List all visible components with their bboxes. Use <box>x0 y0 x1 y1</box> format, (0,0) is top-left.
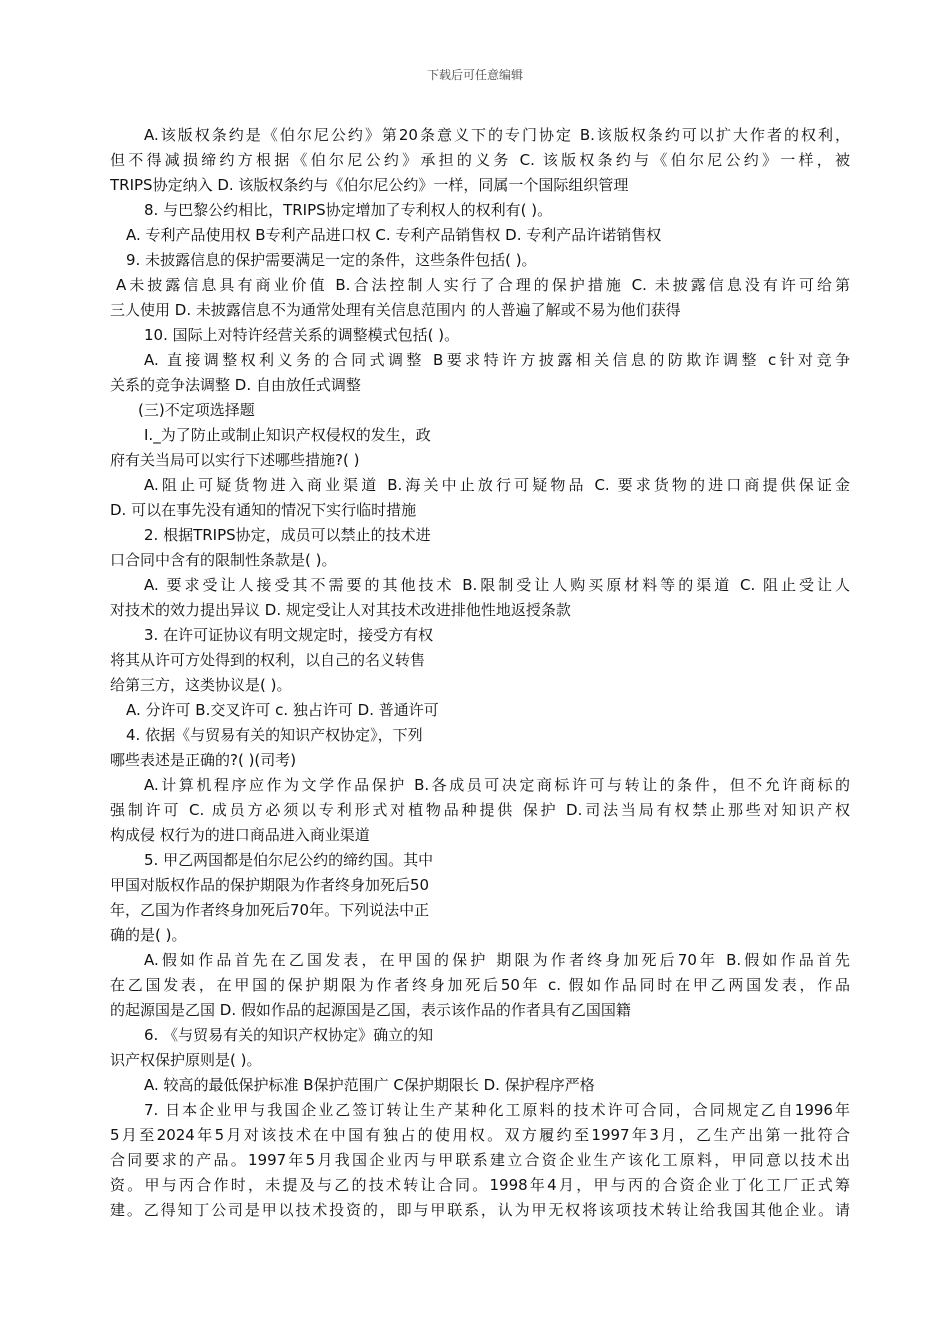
text-line: 建。乙得知丁公司是甲以技术投资的，即与甲联系，认为甲无权将该项技术转让给我国其他企业。请 <box>110 1201 850 1219</box>
text-line: 哪些表述是正确的?( )(司考) <box>110 751 297 769</box>
text-line: 强制许可 C. 成员方必须以专利形式对植物品种提供 保护 D.司法当局有权禁止那些对知识产权 <box>110 801 850 819</box>
text-line: 5月至2024年5月对该技术在中国有独占的使用权。双方履约至1997年3月，乙生产出第一批符合 <box>110 1126 850 1144</box>
text-line: A. 较高的最低保护标准 B保护范围广 C保护期限长 D. 保护程序严格 <box>144 1076 595 1094</box>
text-line: 资。甲与丙合作时，未提及与乙的技术转让合同。1998年4月，甲与丙的合资企业丁化工厂正式筹 <box>110 1176 850 1194</box>
text-line: 三人使用 D. 未披露信息不为通常处理有关信息范围内 的人普遍了解或不易为他们获得 <box>110 301 681 319</box>
text-line: 8. 与巴黎公约相比，TRIPS协定增加了专利权人的权利有( )。 <box>144 201 553 219</box>
text-line: A.该版权条约是《伯尔尼公约》第20条意义下的专门协定 B.该版权条约可以扩大作者的权利， <box>144 126 850 144</box>
text-line: 3. 在许可证协议有明文规定时，接受方有权 <box>144 626 434 644</box>
text-line: A. 专利产品使用权 B专利产品进口权 C. 专利产品销售权 D. 专利产品许诺销售权 <box>126 226 662 244</box>
text-line: A.计算机程序应作为文学作品保护 B.各成员可决定商标许可与转让的条件，但不允许商标的 <box>144 776 850 794</box>
text-line: I._为了防止或制止知识产权侵权的发生，政 <box>144 426 431 444</box>
text-line: 2. 根据TRIPS协定，成员可以禁止的技术进 <box>144 526 431 544</box>
text-line: A未披露信息具有商业价值 B.合法控制人实行了合理的保护措施 C. 未披露信息没有许可给第 <box>116 276 850 294</box>
page-header: 下载后可任意编辑 <box>426 68 523 82</box>
text-line: 10. 国际上对特许经营关系的调整模式包括( )。 <box>144 326 460 344</box>
text-line: 4. 依据《与贸易有关的知识产权协定》，下列 <box>126 726 423 744</box>
text-line: 构成侵 权行为的进口商品进入商业渠道 <box>110 826 370 844</box>
text-line: A. 分许可 B.交叉许可 c. 独占许可 D. 普通许可 <box>126 701 439 719</box>
text-line: 将其从许可方处得到的权利，以自己的名义转售 <box>110 651 426 669</box>
text-line: 但不得减损缔约方根据《伯尔尼公约》承担的义务 C. 该版权条约与《伯尔尼公约》一样，被 <box>110 151 850 169</box>
text-line: 给第三方，这类协议是( )。 <box>110 676 292 694</box>
text-line: D. 可以在事先没有通知的情况下实行临时措施 <box>110 501 417 519</box>
text-line: 5. 甲乙两国都是伯尔尼公约的缔约国。其中 <box>144 851 434 869</box>
text-line: 7. 日本企业甲与我国企业乙签订转让生产某种化工原料的技术许可合同，合同规定乙自1996年 <box>144 1101 850 1119</box>
text-line: A. 要求受让人接受其不需要的其他技术 B.限制受让人购买原材料等的渠道 C. 阻止受让人 <box>144 576 850 594</box>
text-line: A.阻止可疑货物进入商业渠道 B.海关中止放行可疑物品 C. 要求货物的进口商提供保证金 <box>144 476 850 494</box>
text-line: TRIPS协定纳入 D. 该版权条约与《伯尔尼公约》一样，同属一个国际组织管理 <box>110 176 629 194</box>
text-line: 9. 未披露信息的保护需要满足一定的条件，这些条件包括( )。 <box>126 251 537 269</box>
text-line: 6. 《与贸易有关的知识产权协定》确立的知 <box>144 1026 434 1044</box>
text-line: 关系的竞争法调整 D. 自由放任式调整 <box>110 376 361 394</box>
text-line: 合同要求的产品。1997年5月我国企业丙与甲联系建立合资企业生产该化工原料，甲同意以技术出 <box>110 1151 850 1169</box>
section-heading: (三)不定项选择题 <box>138 401 255 419</box>
text-line: 的起源国是乙国 D. 假如作品的起源国是乙国，表示该作品的作者具有乙国国籍 <box>110 1001 631 1019</box>
text-line: 口合同中含有的限制性条款是( )。 <box>110 551 337 569</box>
text-line: 年，乙国为作者终身加死后70年。下列说法中正 <box>110 901 430 919</box>
text-line: 甲国对版权作品的保护期限为作者终身加死后50 <box>110 876 430 894</box>
text-line: 确的是( )。 <box>110 926 187 944</box>
text-line: 识产权保护原则是( )。 <box>110 1051 262 1069</box>
text-line: A.假如作品首先在乙国发表，在甲国的保护 期限为作者终身加死后70年 B.假如作品首先 <box>144 951 850 969</box>
text-line: 在乙国发表，在甲国的保护期限为作者终身加死后50年 c. 假如作品同时在甲乙两国发表，作品 <box>110 976 850 994</box>
text-line: 对技术的效力提出异议 D. 规定受让人对其技术改进排他性地返授条款 <box>110 601 571 619</box>
text-line: 府有关当局可以实行下述哪些措施?( ) <box>110 451 360 469</box>
text-line: A. 直接调整权利义务的合同式调整 B要求特许方披露相关信息的防欺诈调整 c针对竞争 <box>144 351 850 369</box>
